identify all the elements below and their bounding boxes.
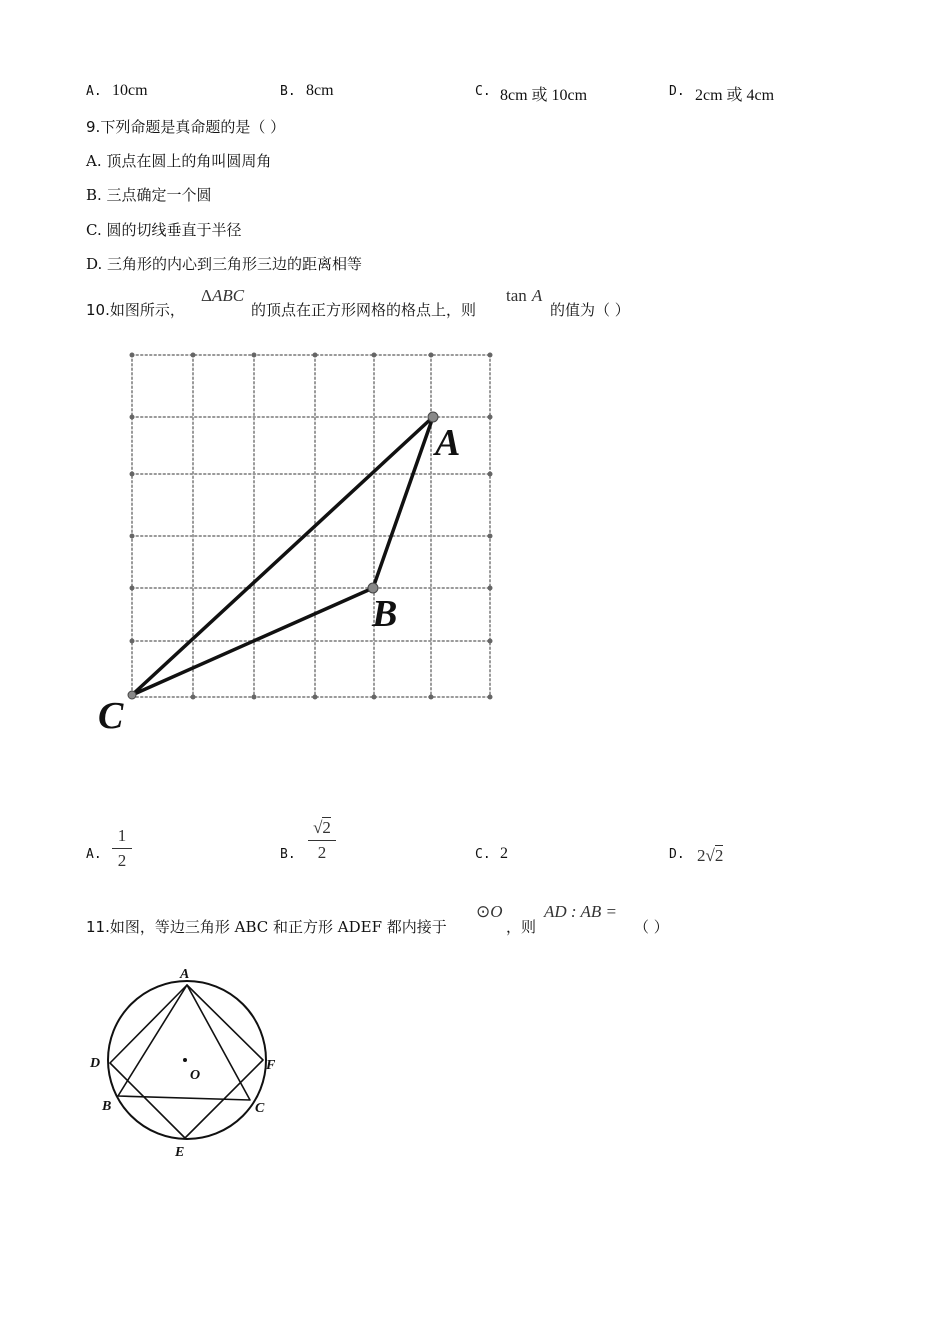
- q11-triangle-abc: [118, 985, 250, 1100]
- q11-circle-figure: [82, 960, 292, 1165]
- q10-stem-part1: 如图所示，: [109, 301, 185, 319]
- q10-number-line: [86, 299, 185, 320]
- q11-center-dot: [183, 1058, 187, 1062]
- q10-option-a-letter: A.: [86, 847, 102, 862]
- q10-option-c-text: 2: [500, 845, 508, 862]
- q10-number: 10.: [86, 301, 110, 319]
- q11-label-d: D: [90, 1056, 101, 1071]
- q10-vertex-c: [128, 691, 136, 699]
- q11-label-c: C: [255, 1101, 265, 1116]
- q10-label-c: C: [98, 695, 124, 737]
- fraction-bar: [112, 848, 132, 849]
- q11-label-f: F: [266, 1058, 276, 1073]
- q10-stem-part3: 的值为（ ）: [550, 301, 630, 319]
- q11-stem-part1: 如图，等边三角形 ABC 和正方形 ADEF 都内接于: [109, 918, 447, 936]
- q10-tan-var: A: [531, 286, 543, 305]
- q10-vertex-a: [428, 412, 438, 422]
- q8-option-c-text: 8cm 或 10cm: [500, 87, 588, 104]
- q9-option-d: D. 三角形的内心到三角形三边的距离相等: [86, 255, 363, 273]
- q10-tan-label: tan: [506, 286, 527, 305]
- q11-square-adef: [110, 985, 263, 1138]
- q10-option-d-radicand: 2: [714, 846, 724, 865]
- q8-option-b-text: 8cm: [306, 82, 334, 99]
- q9-stem: 下列命题是真命题的是（ ）: [100, 118, 286, 136]
- q11-label-o: O: [190, 1068, 201, 1083]
- q8-option-c-letter: C.: [475, 84, 491, 99]
- q11-stem-part3: （ ）: [634, 918, 669, 936]
- q10-option-b-letter: B.: [280, 847, 296, 862]
- q10-option-a-numerator: 1: [117, 826, 127, 845]
- q10-option-d-letter: D.: [669, 847, 685, 862]
- q9-option-a: A. 顶点在圆上的角叫圆周角: [86, 152, 272, 170]
- q10-option-b-fraction: [308, 818, 336, 863]
- q8-option-d-text: 2cm 或 4cm: [695, 87, 775, 104]
- q9-option-c: C. 圆的切线垂直于半径: [86, 221, 242, 239]
- sqrt-icon: √: [313, 818, 323, 837]
- sqrt-icon: √: [705, 846, 715, 865]
- q8-option-a-text: 10cm: [112, 82, 148, 99]
- q10-option-b-denominator: 2: [317, 843, 327, 862]
- q10-triangle-abc: [132, 417, 433, 695]
- q10-option-b-radicand: 2: [322, 818, 331, 837]
- q10-triangle-expr: [201, 286, 244, 306]
- q10-stem-part2: 的顶点在正方形网格的格点上，则: [251, 301, 477, 319]
- q10-tan-expr: [506, 286, 542, 306]
- q10-vertex-b: [368, 583, 378, 593]
- q11-label-e: E: [175, 1145, 185, 1160]
- q10-grid-figure: [95, 345, 505, 740]
- q8-option-a-letter: A.: [86, 84, 102, 99]
- q10-triangle-name: ABC: [211, 286, 245, 305]
- q10-option-b-numerator: [308, 818, 336, 838]
- q10-label-b: B: [372, 593, 398, 635]
- q11-number: 11.: [86, 918, 110, 936]
- q10-delta-symbol: Δ: [201, 286, 212, 305]
- q9-option-b: B. 三点确定一个圆: [86, 186, 212, 204]
- q10-option-a-fraction: [112, 826, 132, 871]
- q9-question: [86, 116, 285, 137]
- q10-option-a-denominator: 2: [117, 851, 127, 870]
- q10-option-d-coef: 2: [697, 846, 706, 865]
- q11-question-line: [86, 916, 447, 937]
- fraction-bar: [308, 840, 336, 841]
- q11-label-b: B: [102, 1099, 112, 1114]
- q11-ratio-expr: AD : AB =: [544, 902, 618, 921]
- q11-circle-symbol: ⊙: [476, 902, 491, 921]
- q11-circle-expr: [476, 902, 503, 922]
- q10-label-a: A: [435, 422, 461, 464]
- q10-option-d-expr: [697, 846, 723, 866]
- q11-circle-var: O: [490, 902, 503, 921]
- q8-option-b-letter: B.: [280, 84, 296, 99]
- q11-label-a: A: [180, 967, 190, 982]
- q9-number: 9.: [86, 118, 101, 136]
- q8-option-d-letter: D.: [669, 84, 685, 99]
- q11-stem-part2: ，则: [506, 918, 537, 936]
- q10-option-c-letter: C.: [475, 847, 491, 862]
